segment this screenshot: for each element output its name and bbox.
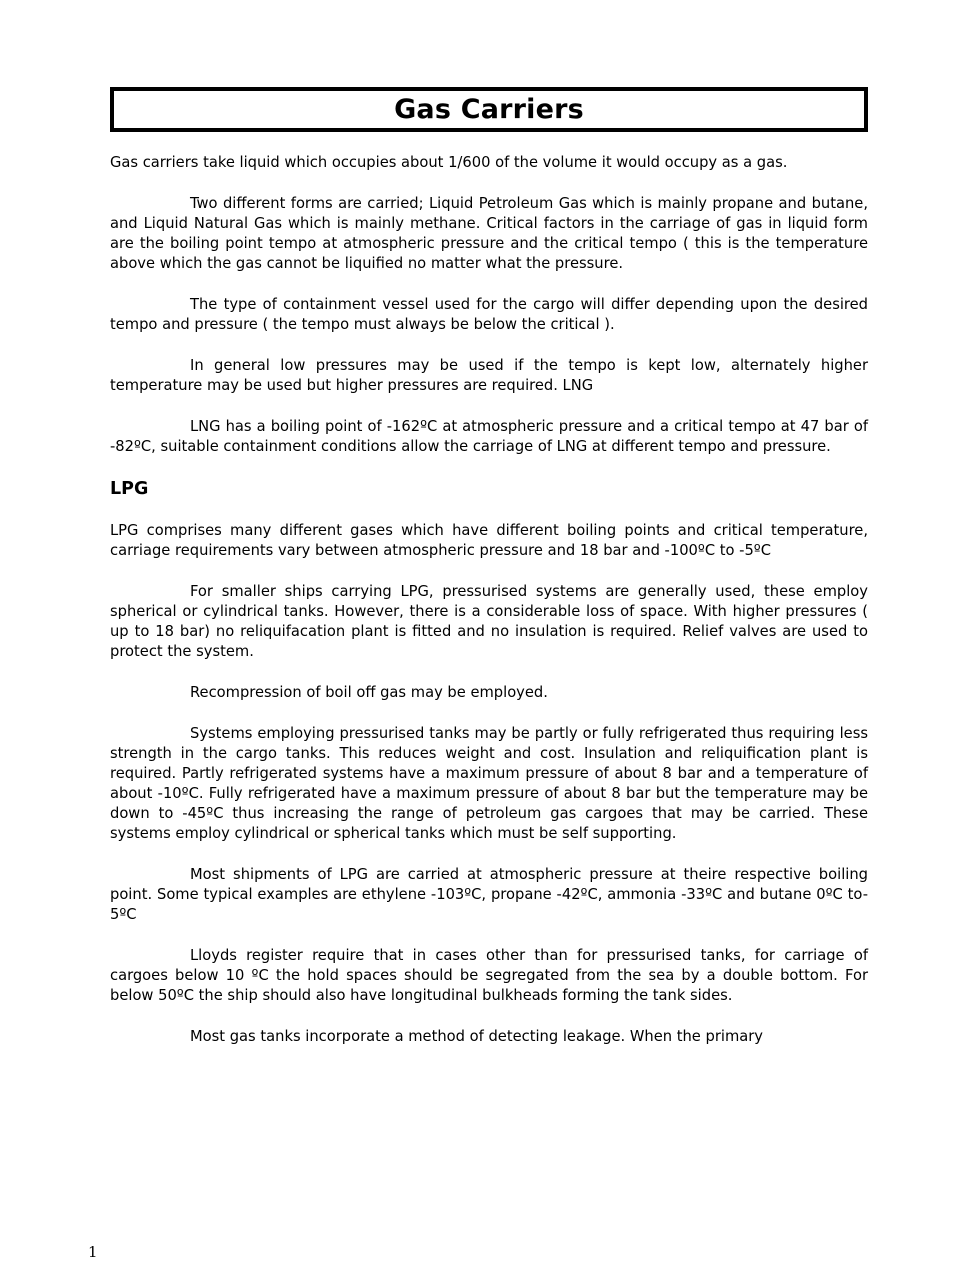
paragraph-lpg-6: Lloyds register require that in cases other than for pressurised tanks, for carriage of cargoes below 10 ºC the hold spaces should be segregated from the sea by a double bottom. For below 50ºC the ship should also have longitudinal bulkheads forming the tank sides. <box>110 947 868 1004</box>
paragraph-lpg-3: Recompression of boil off gas may be employed. <box>190 684 548 701</box>
title-box <box>110 87 868 132</box>
paragraph-intro-3: The type of containment vessel used for the cargo will differ depending upon the desired tempo and pressure ( the tempo must always be below the critical ). <box>110 296 868 333</box>
paragraph-intro-2: Two different forms are carried; Liquid Petroleum Gas which is mainly propane and butane, and Liquid Natural Gas which is mainly methane. Critical factors in the carriage of gas in liquid form are the boiling point tempo at atmospheric pressure and the critical tempo ( this is the temperature above which the gas cannot be liquified no matter what the pressure. <box>110 195 868 272</box>
paragraph-intro-1: Gas carriers take liquid which occupies about 1/600 of the volume it would occupy as a gas. <box>110 154 788 171</box>
paragraph-lpg-4: Systems employing pressurised tanks may be partly or fully refrigerated thus requiring less strength in the cargo tanks. This reduces weight and cost. Insulation and reliquification plant is required. Partly refrigerated systems have a maximum pressure of about 8 bar and a temperature of about -10ºC. Fully refrigerated have a maximum pressure of about 8 bar but the temperature may be down to -45ºC thus increasing the range of petroleum gas cargoes that may be carried. These systems employ cylindrical or spherical tanks which must be self supporting. <box>110 725 868 842</box>
paragraph-intro-5: LNG has a boiling point of -162ºC at atmospheric pressure and a critical tempo at 47 bar of -82ºC, suitable containment conditions allow the carriage of LNG at different tempo and pressure. <box>110 418 868 455</box>
page-title: Gas Carriers <box>394 94 584 125</box>
paragraph-lpg-1: LPG comprises many different gases which have different boiling points and critical temperature, carriage requirements vary between atmospheric pressure and 18 bar and -100ºC to -5ºC <box>110 522 868 559</box>
section-heading-lpg: LPG <box>110 479 149 499</box>
paragraph-lpg-7: Most gas tanks incorporate a method of detecting leakage. When the primary <box>190 1028 763 1045</box>
paragraph-lpg-5: Most shipments of LPG are carried at atmospheric pressure at theire respective boiling point. Some typical examples are ethylene -103ºC, propane -42ºC, ammonia -33ºC and butane 0ºC to- 5ºC <box>110 866 868 923</box>
page-number: 1 <box>88 1243 98 1261</box>
document-body <box>110 153 868 1047</box>
paragraph-intro-4: In general low pressures may be used if the tempo is kept low, alternately higher temperature may be used but higher pressures are required. LNG <box>110 357 868 394</box>
paragraph-lpg-2: For smaller ships carrying LPG, pressurised systems are generally used, these employ spherical or cylindrical tanks. However, there is a considerable loss of space. With higher pressures ( up to 18 bar) no reliquifacation plant is fitted and no insulation is required. Relief valves are used to protect the system. <box>110 583 868 660</box>
